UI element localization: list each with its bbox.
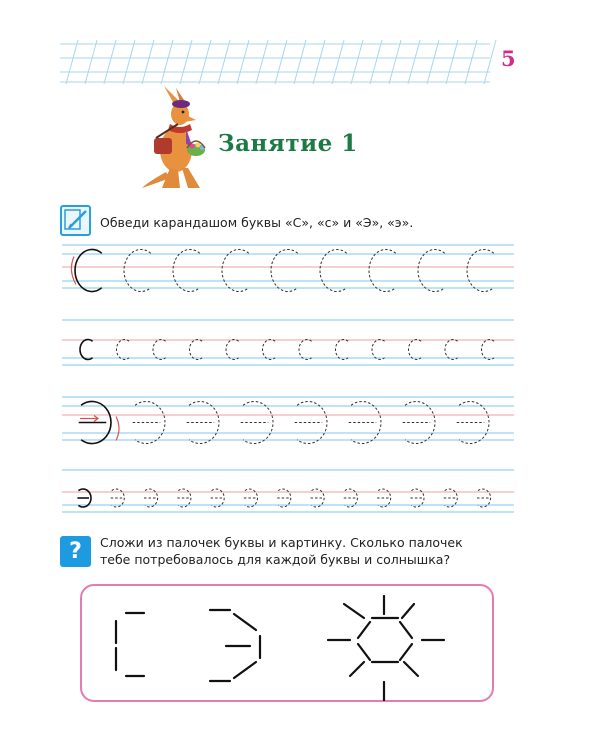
- dashed-tracing-letter: [124, 250, 151, 292]
- dashed-tracing-letter: [263, 340, 276, 360]
- row-small-e: [62, 470, 514, 512]
- dashed-tracing-letter: [222, 250, 249, 292]
- dashed-tracing-letter: [409, 340, 422, 360]
- task-instruction-trace: Обведи карандашом буквы «С», «с» и «Э», «э».: [100, 215, 414, 230]
- task-instruction-line-1: Сложи из палочек буквы и картинку. Сколько палочек: [100, 535, 463, 550]
- lesson-title: Занятие 1: [218, 130, 358, 157]
- row-small-s: [62, 320, 514, 365]
- page-number: 5: [501, 46, 516, 71]
- dashed-tracing-letter: [369, 250, 396, 292]
- dashed-tracing-letter: [117, 340, 130, 360]
- stick-letter-s: [116, 613, 144, 676]
- question-mark-icon: ?: [60, 536, 91, 567]
- direction-arrow-icon: [80, 416, 98, 422]
- dashed-tracing-letter: [482, 340, 495, 360]
- dashed-tracing-letter: [372, 340, 385, 360]
- row-capital-e: [62, 397, 514, 444]
- task-instruction-sticks: [100, 534, 463, 568]
- dashed-tracing-letter: [173, 250, 200, 292]
- stick-sun: [328, 596, 444, 700]
- dashed-tracing-letter: [190, 340, 203, 360]
- dashed-tracing-letter: [467, 250, 494, 292]
- dashed-tracing-letter: [445, 340, 458, 360]
- direction-arrow-icon: [116, 417, 119, 441]
- stick-figures: [80, 584, 494, 702]
- dashed-tracing-letter: [418, 250, 445, 292]
- row-capital-s: [62, 245, 514, 292]
- task-instruction-line-2: тебе потребовалось для каждой буквы и солнышка?: [100, 552, 451, 567]
- dashed-tracing-letter: [299, 340, 312, 360]
- dashed-tracing-letter: [320, 250, 347, 292]
- dashed-tracing-letter: [336, 340, 349, 360]
- sample-letter: [80, 340, 93, 360]
- dashed-tracing-letter: [226, 340, 239, 360]
- stick-letter-e: [210, 610, 260, 681]
- dashed-tracing-letter: [271, 250, 298, 292]
- dashed-tracing-letter: [153, 340, 166, 360]
- sample-letter: [75, 250, 102, 292]
